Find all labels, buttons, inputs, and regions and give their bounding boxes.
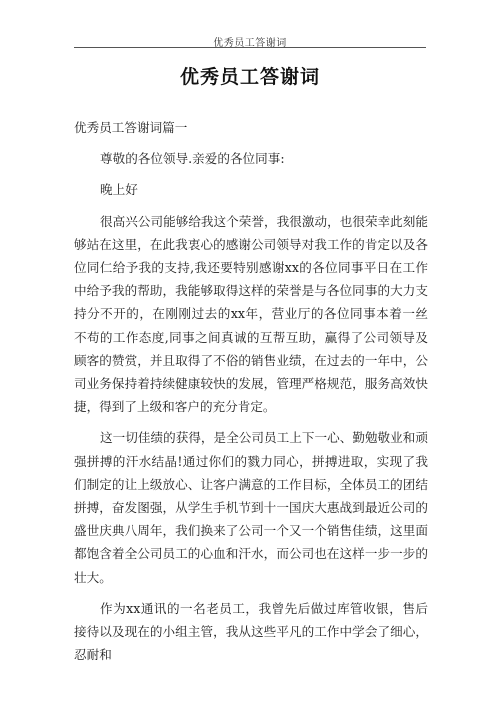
body-paragraph: 很高兴公司能够给我这个荣誉，我很激动，也很荣幸此刻能够站在这里，在此我衷心的感谢公司领导对我工作的肯定以及各位同仁给予我的支持,我还要特别感谢xx的各位同事平日在工作中给予我的帮助，我能够取得这样的荣誉是与各位同事的大力支持分不开的，在刚刚过去的xx年，营业厅的各位同事本着一丝不苟的工作态度,同事之间真诚的互帮互助，赢得了公司领导及顾客的赞赏，并且取得了不俗的销售业绩，在过去的一年中，公司业务保持着持续健康较快的发展，管理严格规范，服务高效快捷，得到了上级和客户的充分肯定。 <box>74 213 428 415</box>
greeting: 晚上好 <box>100 182 138 198</box>
section-label: 优秀员工答谢词篇一 <box>74 120 188 135</box>
body-paragraph: 这一切佳绩的获得，是全公司员工上下一心、勤勉敬业和顽强拼搏的汗水结晶!通过你们的戮力同心，拼搏进取，实现了我们制定的让上级放心、让客户满意的工作目标，全体员工的团结拼搏，奋发图强，从学生手机节到十一国庆大惠战到最近公司的盛世庆典八周年，我们换来了公司一个又一个销售佳绩，这里面都饱含着全公司员工的心血和汗水，而公司也在这样一步一步的壮大。 <box>74 430 428 585</box>
running-header: 优秀员工答谢词 <box>213 38 287 49</box>
document-title: 优秀员工答谢词 <box>179 66 320 88</box>
salutation: 尊敬的各位领导.亲爱的各位同事: <box>100 151 285 167</box>
header-divider <box>74 47 426 48</box>
body-paragraph: 作为xx通讯的一名老员工，我曾先后做过库管收银，售后接待以及现在的小组主管，我从这些平凡的工作中学会了细心，忍耐和 <box>74 600 428 663</box>
document-body <box>74 116 428 674</box>
